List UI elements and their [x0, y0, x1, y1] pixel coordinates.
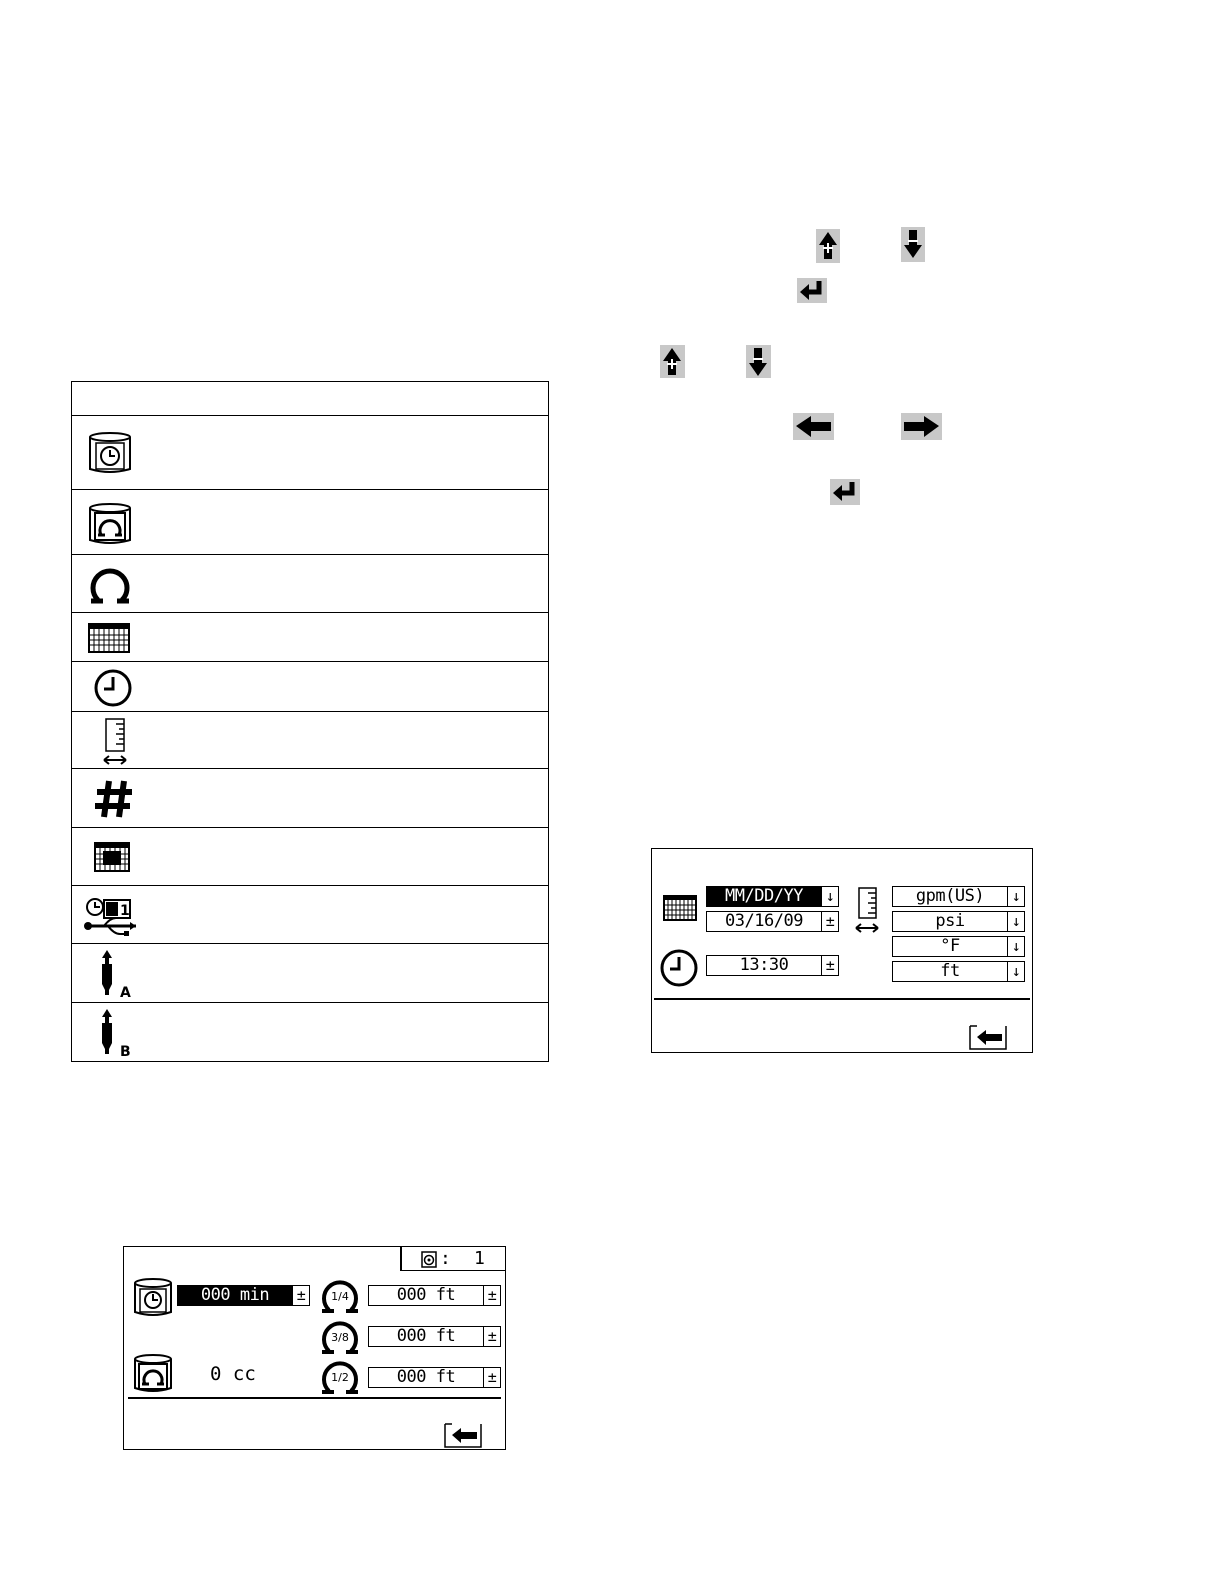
- hose-quarter-icon: [320, 1276, 360, 1316]
- units-icon: [102, 718, 128, 766]
- header-divider: [400, 1247, 402, 1271]
- table-row: [72, 768, 548, 828]
- setup-screen: [651, 848, 1033, 1053]
- volume-value: 0 cc: [210, 1363, 256, 1385]
- left-arrow-key[interactable]: [793, 413, 834, 440]
- hash-icon: [94, 779, 134, 819]
- pot-life-timer-icon: [133, 1278, 173, 1318]
- channel-value: 1: [474, 1248, 485, 1269]
- right-arrow-key[interactable]: [901, 413, 942, 440]
- enter-key[interactable]: [830, 479, 860, 505]
- icon-table: [71, 381, 549, 1062]
- usb-clock-icon: [84, 896, 142, 938]
- plus-minus-icon[interactable]: ±: [483, 1286, 500, 1305]
- svg-text:1: 1: [120, 903, 130, 919]
- clock-icon: [660, 949, 698, 987]
- pot-life-field[interactable]: 000 min ±: [177, 1285, 310, 1306]
- hose-volume-icon: [88, 502, 132, 546]
- pump-a-icon: [98, 950, 138, 1001]
- plus-minus-icon[interactable]: ±: [483, 1327, 500, 1346]
- down-arrow-minus-key[interactable]: [746, 345, 771, 378]
- length-unit-select[interactable]: ft ↓: [892, 961, 1025, 982]
- time-field[interactable]: 13:30 ±: [706, 955, 839, 976]
- plus-minus-icon[interactable]: ±: [483, 1368, 500, 1387]
- hose-half-icon: [320, 1357, 360, 1397]
- dropdown-arrow-icon[interactable]: ↓: [821, 887, 838, 906]
- pot-life-timer-icon: [88, 431, 132, 475]
- dropdown-arrow-icon[interactable]: ↓: [1007, 912, 1024, 931]
- divider: [654, 998, 1030, 1000]
- dropdown-arrow-icon[interactable]: ↓: [1007, 887, 1024, 906]
- table-row: [72, 711, 548, 769]
- up-arrow-plus-key[interactable]: [816, 229, 840, 263]
- divider: [128, 1397, 501, 1399]
- channel-icon: [421, 1251, 437, 1268]
- hose-3eighth-label: 3/8: [331, 1331, 349, 1344]
- dropdown-arrow-icon[interactable]: ↓: [1007, 962, 1024, 981]
- hose-half-length-field[interactable]: 000 ft ±: [368, 1367, 501, 1388]
- channel-colon: :: [440, 1248, 451, 1269]
- hose-quarter-length-field[interactable]: 000 ft ±: [368, 1285, 501, 1306]
- pump-b-icon: [98, 1009, 138, 1060]
- table-row: [72, 661, 548, 712]
- hose-volume-icon: [133, 1354, 173, 1394]
- hose-3eighth-icon: [320, 1317, 360, 1357]
- svg-text:A: A: [120, 985, 131, 1001]
- temperature-unit-select[interactable]: °F ↓: [892, 936, 1025, 957]
- table-row: [72, 554, 548, 613]
- svg-text:B: B: [120, 1044, 131, 1060]
- grid-icon: [94, 842, 130, 872]
- hose-3eighth-length-field[interactable]: 000 ft ±: [368, 1326, 501, 1347]
- units-icon: [855, 887, 879, 935]
- calendar-icon: [88, 623, 130, 653]
- back-button[interactable]: [444, 1423, 482, 1448]
- plus-minus-icon[interactable]: ±: [292, 1286, 309, 1305]
- down-arrow-minus-key[interactable]: [901, 227, 925, 262]
- dropdown-arrow-icon[interactable]: ↓: [1007, 937, 1024, 956]
- pressure-unit-select[interactable]: psi ↓: [892, 911, 1025, 932]
- date-field[interactable]: 03/16/09 ±: [706, 911, 839, 932]
- back-button[interactable]: [969, 1025, 1007, 1050]
- hose-icon: [88, 564, 132, 606]
- clock-icon: [94, 669, 132, 707]
- plus-minus-icon[interactable]: ±: [821, 912, 838, 931]
- header-divider: [402, 1270, 505, 1271]
- enter-key[interactable]: [797, 278, 827, 303]
- table-row: [72, 943, 548, 1003]
- flow-unit-select[interactable]: gpm(US) ↓: [892, 886, 1025, 907]
- table-row: [72, 415, 548, 490]
- table-row: [72, 489, 548, 555]
- potlife-screen: [123, 1246, 506, 1450]
- plus-minus-icon[interactable]: ±: [821, 956, 838, 975]
- hose-quarter-label: 1/4: [331, 1290, 349, 1303]
- table-row: [72, 827, 548, 886]
- date-format-select[interactable]: MM/DD/YY ↓: [706, 886, 839, 907]
- table-row: [72, 612, 548, 662]
- calendar-icon: [663, 895, 697, 921]
- up-arrow-plus-key[interactable]: [660, 345, 685, 378]
- table-row: [72, 885, 548, 944]
- table-row: [72, 1002, 548, 1063]
- hose-half-label: 1/2: [331, 1371, 349, 1384]
